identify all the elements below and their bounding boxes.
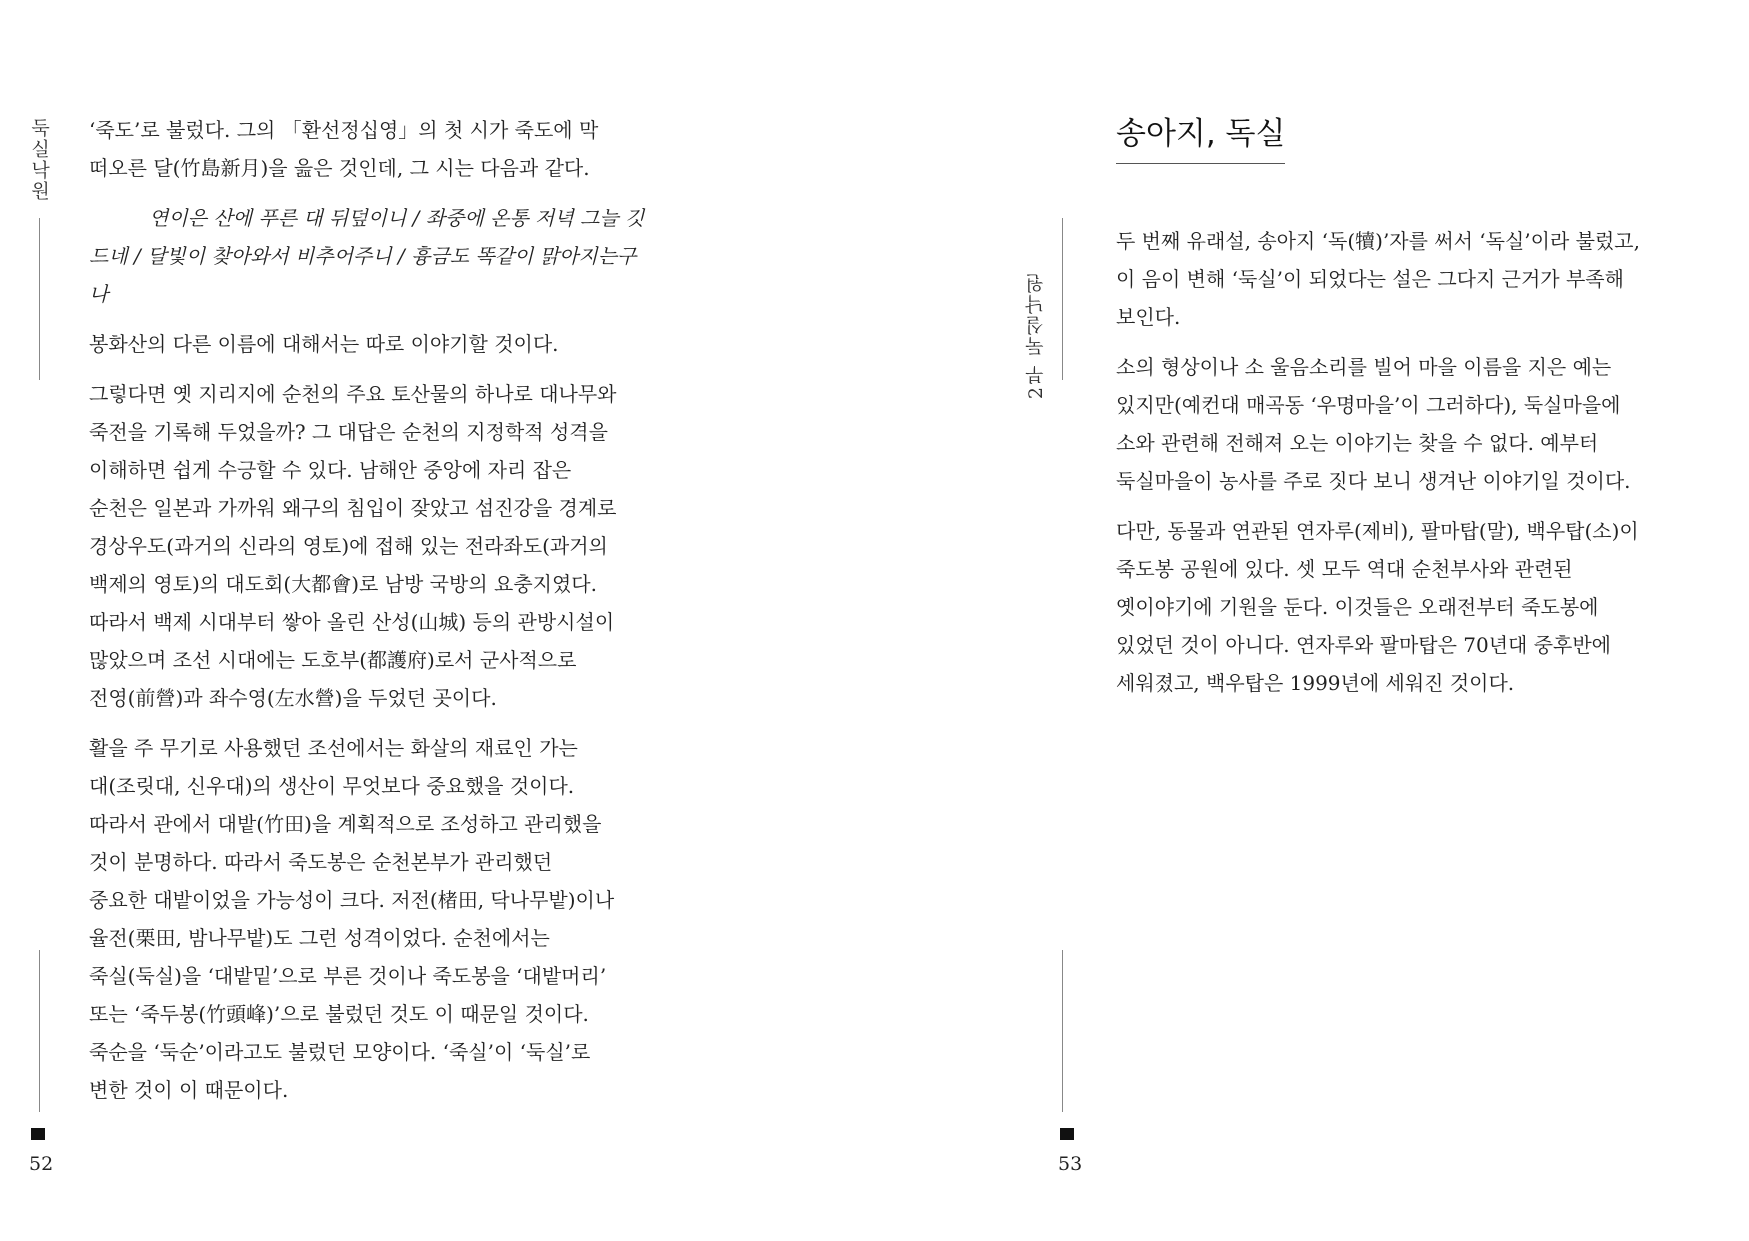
- left-page-number: 52: [29, 1153, 54, 1175]
- right-page-marker: [1060, 1128, 1074, 1140]
- paragraph: 소의 형상이나 소 울음소리를 빌어 마을 이름을 지은 예는 있지만(예컨대 매곡동 ‘우명마을’이 그러하다), 둑실마을에 소와 관련해 전해져 오는 이야기는 찾을 수 없다. 예부터 둑실마을이 농사를 주로 짓다 보니 생겨난 이야기일 것이다.: [1116, 355, 1631, 493]
- right-margin-rule-top: [1062, 218, 1063, 380]
- right-running-head: 2부 둑실낙원: [1025, 272, 1047, 400]
- paragraph: ‘죽도’로 불렀다. 그의 「환선정십영」의 첫 시가 죽도에 막 떠오른 달(竹島新月)을 읊은 것인데, 그 시는 다음과 같다.: [89, 118, 599, 180]
- left-margin-rule-top: [39, 218, 40, 380]
- left-body-text: [89, 111, 649, 1121]
- poem-quote: [89, 199, 649, 313]
- left-margin-rule-bottom: [39, 950, 40, 1112]
- paragraph: 그렇다면 옛 지리지에 순천의 주요 토산물의 하나로 대나무와 죽전을 기록해 두었을까? 그 대답은 순천의 지정학적 성격을 이해하면 쉽게 수긍할 수 있다. 남해안 중앙에 자리 잡은 순천은 일본과 가까워 왜구의 침입이 잦았고 섬진강을 경계로 경상우도(과거의 신라의 영토)에 접해 있는 전라좌도(과거의 백제의 영토)의 대도회(大都會)로 남방 국방의 요충지였다. 따라서 백제 시대부터 쌓아 올린 산성(山城) 등의 관방시설이 많았으며 조선 시대에는 도호부(都護府)로서 군사적으로 전영(前營)과 좌수영(左水營)을 두었던 곳이다.: [89, 382, 617, 710]
- right-page-number: 53: [1058, 1153, 1083, 1175]
- paragraph: 봉화산의 다른 이름에 대해서는 따로 이야기할 것이다.: [89, 332, 559, 356]
- paragraph: 활을 주 무기로 사용했던 조선에서는 화살의 재료인 가는 대(조릿대, 신우대)의 생산이 무엇보다 중요했을 것이다. 따라서 관에서 대밭(竹田)을 계획적으로 조성하고 관리했을 것이 분명하다. 따라서 죽도봉은 순천본부가 관리했던 중요한 대밭이었을 가능성이 크다. 저전(楮田, 닥나무밭)이나 율전(栗田, 밤나무밭)도 그런 성격이었다. 순천에서는 죽실(둑실)을 ‘대밭밑’으로 부른 것이나 죽도봉을 ‘대밭머리’ 또는 ‘죽두봉(竹頭峰)’으로 불렀던 것도 이 때문일 것이다. 죽순을 ‘둑순’이라고도 불렀던 모양이다. ‘죽실’이 ‘둑실’로 변한 것이 이 때문이다.: [89, 736, 615, 1102]
- poem-quote-text: 연이은 산에 푸른 대 뒤덮이니 / 좌중에 온통 저녁 그늘 깃드네 / 달빛이 찾아와서 비추어주니 / 흉금도 똑같이 맑아지는구나: [89, 206, 645, 306]
- paragraph: 두 번째 유래설, 송아지 ‘독(犢)’자를 써서 ‘독실’이라 불렀고, 이 음이 변해 ‘둑실’이 되었다는 설은 그다지 근거가 부족해 보인다.: [1116, 229, 1640, 329]
- left-running-head: 둑실낙원: [28, 118, 50, 202]
- paragraph: 다만, 동물과 연관된 연자루(제비), 팔마탑(말), 백우탑(소)이 죽도봉 공원에 있다. 셋 모두 역대 순천부사와 관련된 옛이야기에 기원을 둔다. 이것들은 오래전부터 죽도봉에 있었던 것이 아니다. 연자루와 팔마탑은 70년대 중후반에 세워졌고, 백우탑은 1999년에 세워진 것이다.: [1116, 519, 1639, 695]
- left-page: [0, 0, 874, 1241]
- left-page-marker: [31, 1128, 45, 1140]
- right-body-text: [1116, 222, 1676, 714]
- section-title: 송아지, 독실: [1116, 108, 1285, 164]
- right-margin-rule-bottom: [1062, 950, 1063, 1112]
